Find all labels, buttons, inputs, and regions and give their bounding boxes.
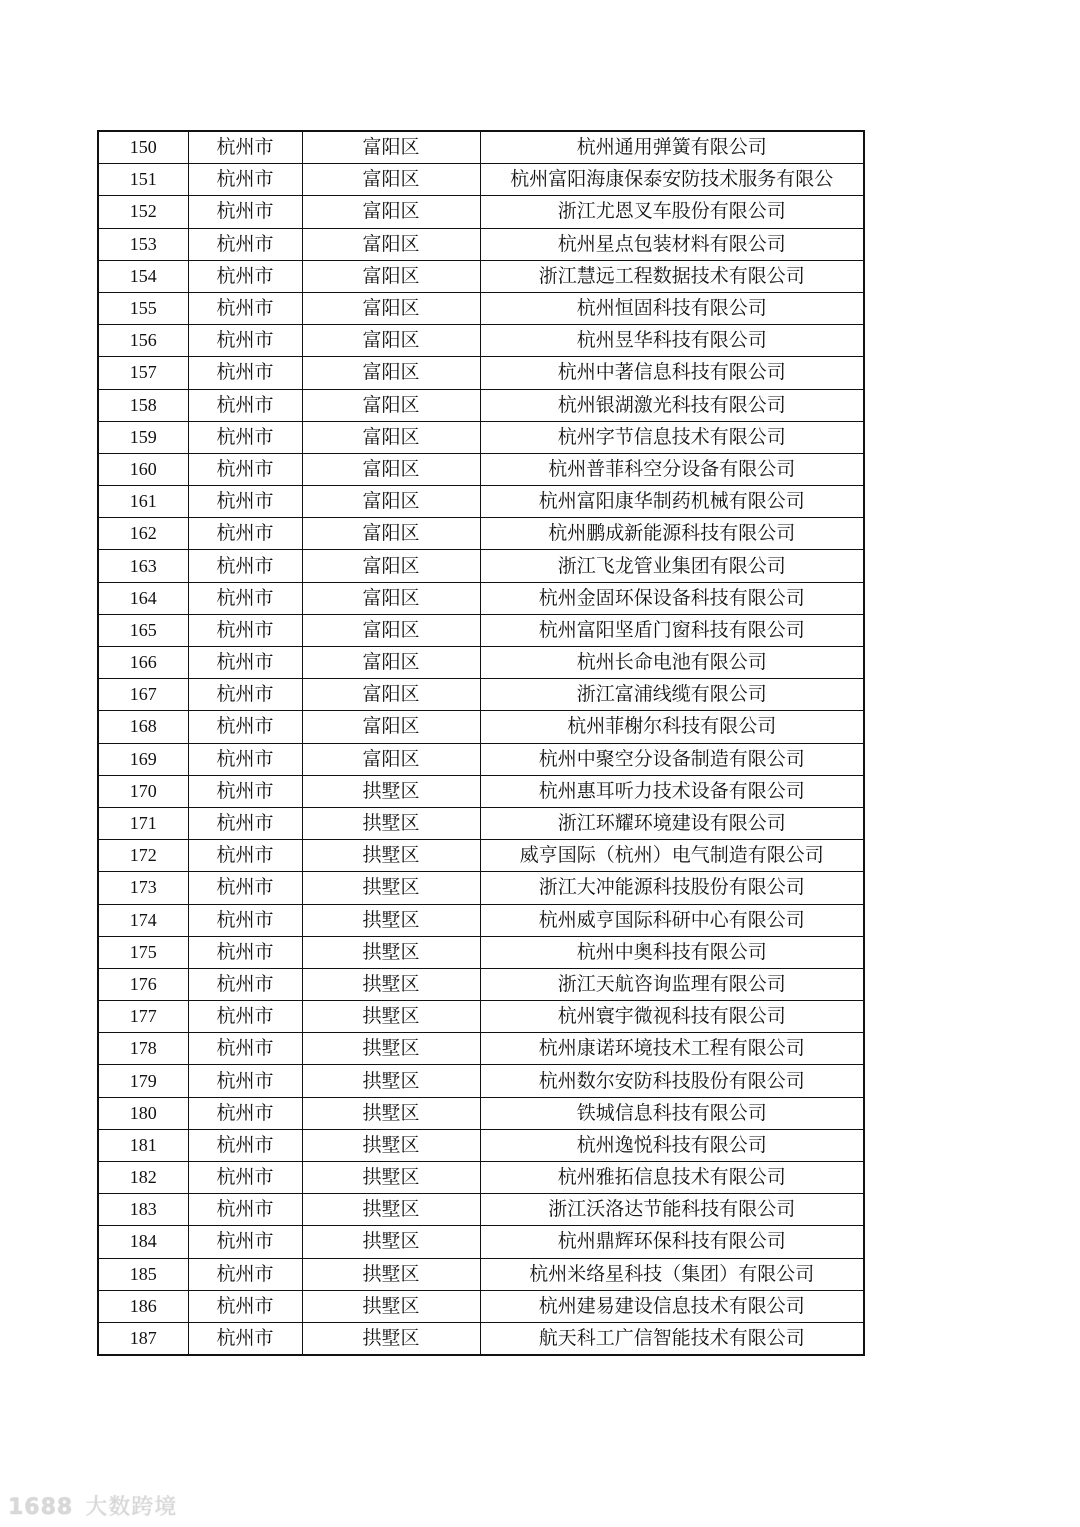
- city-cell: 杭州市: [188, 421, 302, 453]
- city-cell: 杭州市: [188, 1258, 302, 1290]
- city-cell: 杭州市: [188, 1162, 302, 1194]
- district-cell: 拱墅区: [302, 1162, 480, 1194]
- table-row: [98, 486, 864, 518]
- company-name-cell: 杭州康诺环境技术工程有限公司: [480, 1033, 864, 1065]
- table-row: [98, 968, 864, 1000]
- district-cell: 拱墅区: [302, 1033, 480, 1065]
- company-name-cell: 浙江大冲能源科技股份有限公司: [480, 872, 864, 904]
- district-cell: 拱墅区: [302, 968, 480, 1000]
- city-cell: 杭州市: [188, 775, 302, 807]
- company-name-cell: 杭州米络星科技（集团）有限公司: [480, 1258, 864, 1290]
- company-name-cell: 杭州中奥科技有限公司: [480, 936, 864, 968]
- row-number-cell: 169: [98, 743, 188, 775]
- company-name-cell: 杭州普菲科空分设备有限公司: [480, 453, 864, 485]
- district-cell: 富阳区: [302, 164, 480, 196]
- row-number-cell: 159: [98, 421, 188, 453]
- table-row: [98, 647, 864, 679]
- district-cell: 拱墅区: [302, 1322, 480, 1355]
- district-cell: 拱墅区: [302, 840, 480, 872]
- table-row: [98, 1001, 864, 1033]
- watermark-text: 大数跨境: [85, 1495, 178, 1520]
- company-name-cell: 杭州富阳海康保泰安防技术服务有限公: [480, 164, 864, 196]
- row-number-cell: 176: [98, 968, 188, 1000]
- row-number-cell: 165: [98, 614, 188, 646]
- table-row: [98, 228, 864, 260]
- table-row: [98, 196, 864, 228]
- city-cell: 杭州市: [188, 1226, 302, 1258]
- district-cell: 富阳区: [302, 325, 480, 357]
- row-number-cell: 187: [98, 1322, 188, 1355]
- district-cell: 富阳区: [302, 711, 480, 743]
- district-cell: 富阳区: [302, 518, 480, 550]
- city-cell: 杭州市: [188, 1322, 302, 1355]
- city-cell: 杭州市: [188, 357, 302, 389]
- table-row: [98, 840, 864, 872]
- row-number-cell: 186: [98, 1290, 188, 1322]
- table-row: [98, 743, 864, 775]
- watermark: [8, 1490, 177, 1521]
- city-cell: 杭州市: [188, 518, 302, 550]
- district-cell: 富阳区: [302, 389, 480, 421]
- city-cell: 杭州市: [188, 904, 302, 936]
- company-name-cell: 威亨国际（杭州）电气制造有限公司: [480, 840, 864, 872]
- city-cell: 杭州市: [188, 647, 302, 679]
- row-number-cell: 155: [98, 292, 188, 324]
- row-number-cell: 182: [98, 1162, 188, 1194]
- district-cell: 拱墅区: [302, 1097, 480, 1129]
- company-name-cell: 铁城信息科技有限公司: [480, 1097, 864, 1129]
- table-row: [98, 1258, 864, 1290]
- row-number-cell: 156: [98, 325, 188, 357]
- row-number-cell: 178: [98, 1033, 188, 1065]
- row-number-cell: 181: [98, 1129, 188, 1161]
- table-row: [98, 550, 864, 582]
- company-name-cell: 杭州长命电池有限公司: [480, 647, 864, 679]
- row-number-cell: 185: [98, 1258, 188, 1290]
- row-number-cell: 150: [98, 131, 188, 164]
- table-row: [98, 775, 864, 807]
- company-name-cell: 杭州建易建设信息技术有限公司: [480, 1290, 864, 1322]
- table-row: [98, 1097, 864, 1129]
- table-row: [98, 936, 864, 968]
- row-number-cell: 174: [98, 904, 188, 936]
- company-name-cell: 杭州富阳坚盾门窗科技有限公司: [480, 614, 864, 646]
- company-name-cell: 杭州富阳康华制药机械有限公司: [480, 486, 864, 518]
- district-cell: 拱墅区: [302, 1065, 480, 1097]
- row-number-cell: 157: [98, 357, 188, 389]
- company-name-cell: 浙江慧远工程数据技术有限公司: [480, 260, 864, 292]
- table-row: [98, 1033, 864, 1065]
- company-name-cell: 杭州菲榭尔科技有限公司: [480, 711, 864, 743]
- city-cell: 杭州市: [188, 872, 302, 904]
- district-cell: 拱墅区: [302, 1129, 480, 1161]
- district-cell: 富阳区: [302, 421, 480, 453]
- company-name-cell: 浙江飞龙管业集团有限公司: [480, 550, 864, 582]
- row-number-cell: 151: [98, 164, 188, 196]
- company-name-cell: 杭州中著信息科技有限公司: [480, 357, 864, 389]
- district-cell: 拱墅区: [302, 1258, 480, 1290]
- company-name-cell: 浙江富浦线缆有限公司: [480, 679, 864, 711]
- company-name-cell: 杭州昱华科技有限公司: [480, 325, 864, 357]
- table-row: [98, 582, 864, 614]
- district-cell: 富阳区: [302, 131, 480, 164]
- city-cell: 杭州市: [188, 582, 302, 614]
- table-row: [98, 679, 864, 711]
- city-cell: 杭州市: [188, 807, 302, 839]
- company-name-cell: 杭州逸悦科技有限公司: [480, 1129, 864, 1161]
- city-cell: 杭州市: [188, 453, 302, 485]
- table-row: [98, 260, 864, 292]
- row-number-cell: 166: [98, 647, 188, 679]
- city-cell: 杭州市: [188, 1097, 302, 1129]
- city-cell: 杭州市: [188, 486, 302, 518]
- district-cell: 富阳区: [302, 292, 480, 324]
- row-number-cell: 173: [98, 872, 188, 904]
- row-number-cell: 162: [98, 518, 188, 550]
- table-row: [98, 614, 864, 646]
- company-name-cell: 杭州星点包装材料有限公司: [480, 228, 864, 260]
- district-cell: 富阳区: [302, 453, 480, 485]
- district-cell: 富阳区: [302, 614, 480, 646]
- city-cell: 杭州市: [188, 389, 302, 421]
- district-cell: 拱墅区: [302, 1194, 480, 1226]
- row-number-cell: 153: [98, 228, 188, 260]
- district-cell: 拱墅区: [302, 807, 480, 839]
- company-name-cell: 浙江天航咨询监理有限公司: [480, 968, 864, 1000]
- company-name-cell: 浙江沃洛达节能科技有限公司: [480, 1194, 864, 1226]
- table-row: [98, 1065, 864, 1097]
- row-number-cell: 167: [98, 679, 188, 711]
- row-number-cell: 175: [98, 936, 188, 968]
- company-name-cell: 航天科工广信智能技术有限公司: [480, 1322, 864, 1355]
- row-number-cell: 172: [98, 840, 188, 872]
- district-cell: 富阳区: [302, 743, 480, 775]
- district-cell: 富阳区: [302, 228, 480, 260]
- table-row: [98, 453, 864, 485]
- company-name-cell: 浙江环耀环境建设有限公司: [480, 807, 864, 839]
- table-row: [98, 131, 864, 164]
- company-name-cell: 杭州字节信息技术有限公司: [480, 421, 864, 453]
- row-number-cell: 160: [98, 453, 188, 485]
- company-name-cell: 杭州鼎辉环保科技有限公司: [480, 1226, 864, 1258]
- city-cell: 杭州市: [188, 1033, 302, 1065]
- table-row: [98, 292, 864, 324]
- district-cell: 拱墅区: [302, 904, 480, 936]
- row-number-cell: 158: [98, 389, 188, 421]
- district-cell: 富阳区: [302, 550, 480, 582]
- city-cell: 杭州市: [188, 1001, 302, 1033]
- table-row: [98, 1129, 864, 1161]
- table-body: [98, 131, 864, 1355]
- table-row: [98, 1194, 864, 1226]
- district-cell: 拱墅区: [302, 775, 480, 807]
- company-name-cell: 杭州威亨国际科研中心有限公司: [480, 904, 864, 936]
- row-number-cell: 152: [98, 196, 188, 228]
- row-number-cell: 177: [98, 1001, 188, 1033]
- city-cell: 杭州市: [188, 228, 302, 260]
- city-cell: 杭州市: [188, 743, 302, 775]
- city-cell: 杭州市: [188, 968, 302, 1000]
- row-number-cell: 163: [98, 550, 188, 582]
- row-number-cell: 171: [98, 807, 188, 839]
- row-number-cell: 180: [98, 1097, 188, 1129]
- city-cell: 杭州市: [188, 131, 302, 164]
- city-cell: 杭州市: [188, 936, 302, 968]
- row-number-cell: 183: [98, 1194, 188, 1226]
- table-row: [98, 325, 864, 357]
- district-cell: 拱墅区: [302, 872, 480, 904]
- row-number-cell: 170: [98, 775, 188, 807]
- city-cell: 杭州市: [188, 1290, 302, 1322]
- row-number-cell: 179: [98, 1065, 188, 1097]
- city-cell: 杭州市: [188, 325, 302, 357]
- table-row: [98, 357, 864, 389]
- row-number-cell: 164: [98, 582, 188, 614]
- city-cell: 杭州市: [188, 550, 302, 582]
- table-row: [98, 518, 864, 550]
- city-cell: 杭州市: [188, 679, 302, 711]
- city-cell: 杭州市: [188, 1129, 302, 1161]
- company-name-cell: 浙江尤恩叉车股份有限公司: [480, 196, 864, 228]
- table-row: [98, 1290, 864, 1322]
- table-row: [98, 1322, 864, 1355]
- company-name-cell: 杭州金固环保设备科技有限公司: [480, 582, 864, 614]
- city-cell: 杭州市: [188, 260, 302, 292]
- row-number-cell: 168: [98, 711, 188, 743]
- district-cell: 富阳区: [302, 647, 480, 679]
- table-row: [98, 389, 864, 421]
- row-number-cell: 154: [98, 260, 188, 292]
- district-cell: 富阳区: [302, 196, 480, 228]
- company-name-cell: 杭州惠耳听力技术设备有限公司: [480, 775, 864, 807]
- district-cell: 富阳区: [302, 260, 480, 292]
- district-cell: 拱墅区: [302, 936, 480, 968]
- table-row: [98, 164, 864, 196]
- city-cell: 杭州市: [188, 164, 302, 196]
- company-name-cell: 杭州恒固科技有限公司: [480, 292, 864, 324]
- company-list-table: [97, 130, 865, 1356]
- table-row: [98, 872, 864, 904]
- district-cell: 拱墅区: [302, 1290, 480, 1322]
- district-cell: 富阳区: [302, 679, 480, 711]
- company-name-cell: 杭州寰宇微视科技有限公司: [480, 1001, 864, 1033]
- table-row: [98, 807, 864, 839]
- city-cell: 杭州市: [188, 840, 302, 872]
- company-name-cell: 杭州银湖激光科技有限公司: [480, 389, 864, 421]
- company-name-cell: 杭州雅拓信息技术有限公司: [480, 1162, 864, 1194]
- company-name-cell: 杭州数尔安防科技股份有限公司: [480, 1065, 864, 1097]
- table-row: [98, 421, 864, 453]
- city-cell: 杭州市: [188, 614, 302, 646]
- row-number-cell: 161: [98, 486, 188, 518]
- table-row: [98, 711, 864, 743]
- city-cell: 杭州市: [188, 1194, 302, 1226]
- table-row: [98, 904, 864, 936]
- company-name-cell: 杭州通用弹簧有限公司: [480, 131, 864, 164]
- city-cell: 杭州市: [188, 1065, 302, 1097]
- district-cell: 富阳区: [302, 582, 480, 614]
- district-cell: 拱墅区: [302, 1001, 480, 1033]
- table-row: [98, 1226, 864, 1258]
- district-cell: 拱墅区: [302, 1226, 480, 1258]
- watermark-logo: 1688: [8, 1495, 74, 1520]
- district-cell: 富阳区: [302, 357, 480, 389]
- city-cell: 杭州市: [188, 292, 302, 324]
- company-name-cell: 杭州鹏成新能源科技有限公司: [480, 518, 864, 550]
- district-cell: 富阳区: [302, 486, 480, 518]
- city-cell: 杭州市: [188, 711, 302, 743]
- row-number-cell: 184: [98, 1226, 188, 1258]
- company-name-cell: 杭州中聚空分设备制造有限公司: [480, 743, 864, 775]
- city-cell: 杭州市: [188, 196, 302, 228]
- table-row: [98, 1162, 864, 1194]
